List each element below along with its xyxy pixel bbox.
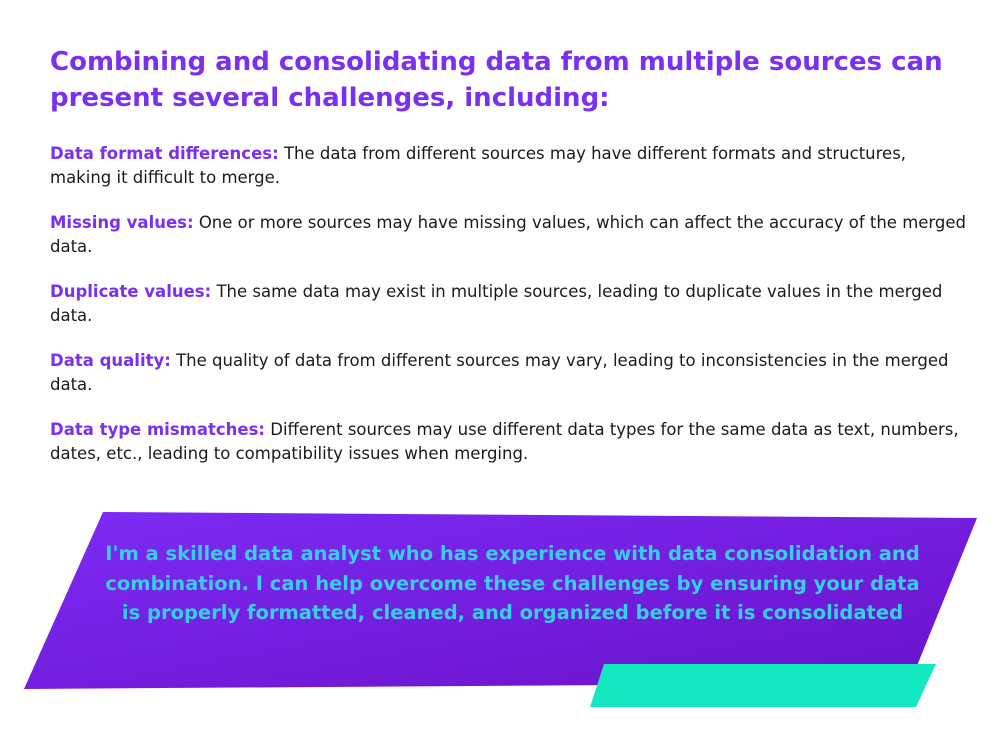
challenge-description: Different sources may use different data types for the same data as text, numbers, dates, etc., leading to compatibility issues when merging.: [50, 420, 959, 463]
page-heading: Combining and consolidating data from multiple sources can present several challenges, including:: [50, 47, 943, 113]
challenge-description: One or more sources may have missing values, which can affect the accuracy of the merged data.: [50, 213, 967, 256]
challenge-label: Duplicate values:: [50, 282, 212, 301]
challenge-description: The same data may exist in multiple sources, leading to duplicate values in the merged data.: [50, 282, 943, 325]
challenge-description: The data from different sources may have different formats and structures, making it difficult to merge.: [50, 144, 907, 187]
challenge-description: The quality of data from different sources may vary, leading to inconsistencies in the merged data.: [50, 351, 949, 394]
banner-message: I'm a skilled data analyst who has experience with data consolidation and combination. I can help overcome these challenges by ensuring your data is properly formatted, cleaned, and organized before it is consolidated: [105, 542, 920, 624]
challenge-label: Data quality:: [50, 351, 171, 370]
teal-accent-strip: [590, 664, 936, 707]
challenge-label: Data format differences:: [50, 144, 279, 163]
challenge-label: Data type mismatches:: [50, 420, 266, 439]
challenge-label: Missing values:: [50, 213, 194, 232]
